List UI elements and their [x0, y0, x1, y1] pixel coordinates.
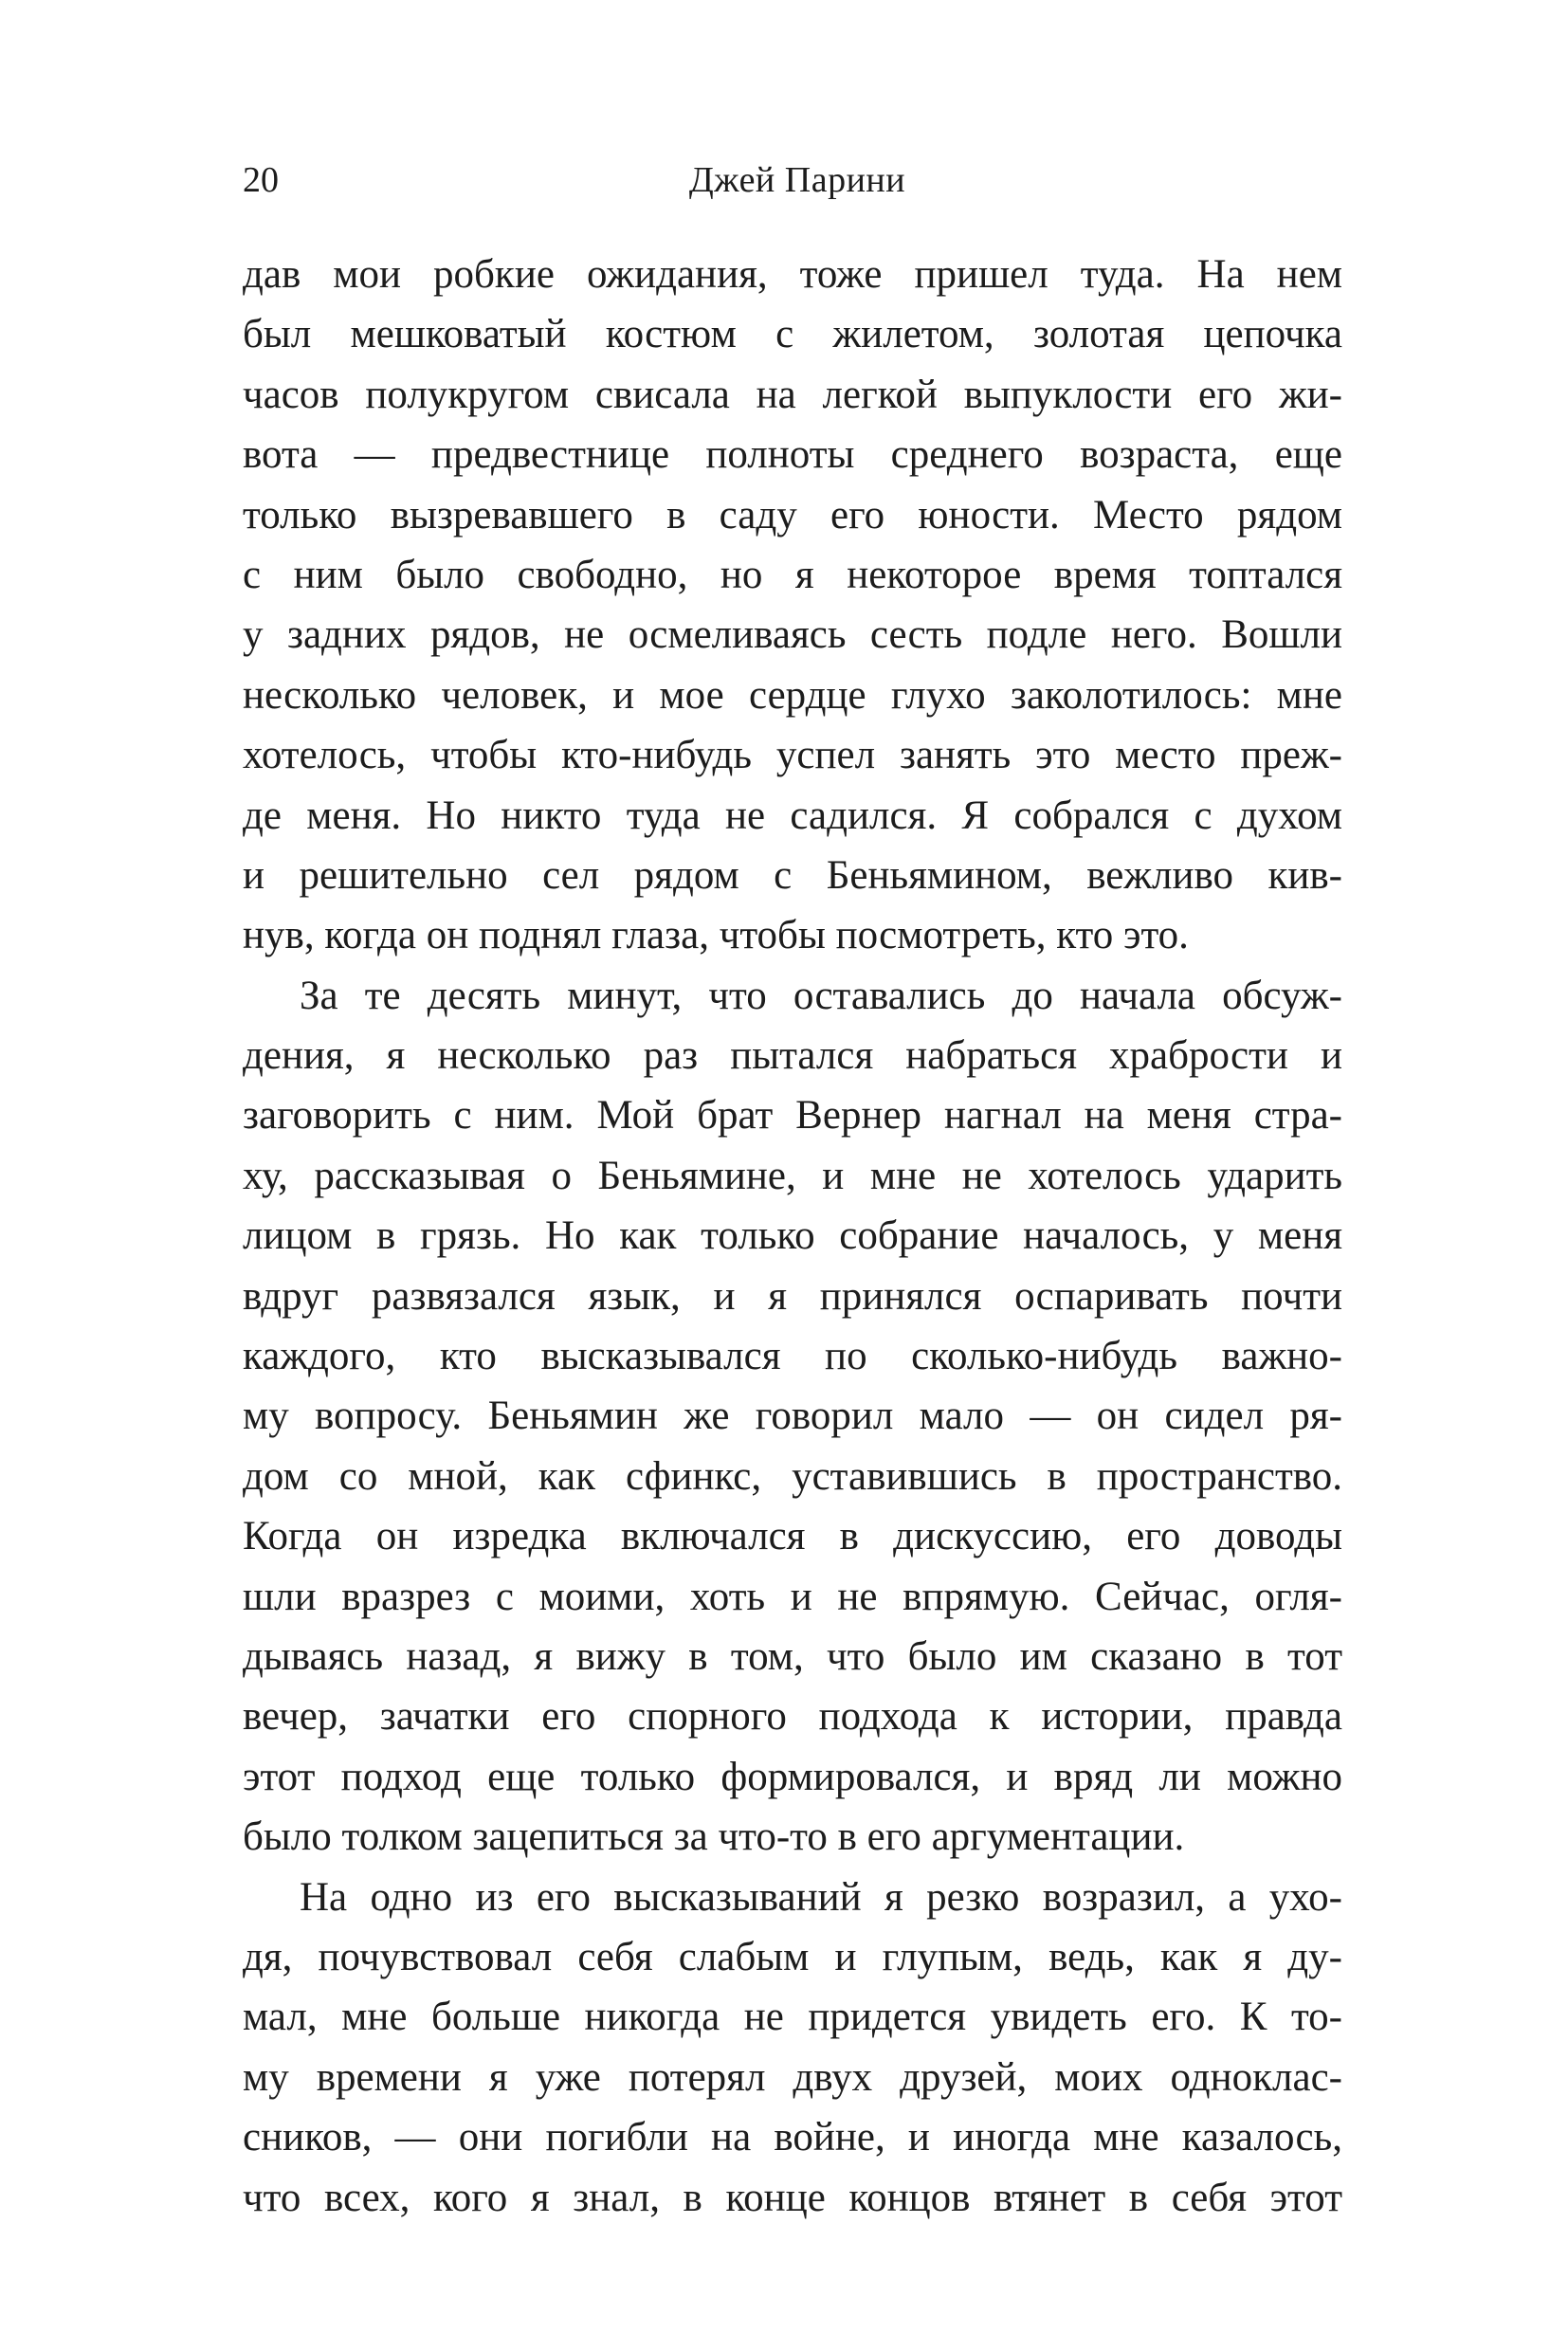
text-line: му вопросу. Беньямин же говорил мало — он сидел ря-	[243, 1394, 1342, 1439]
paragraph	[243, 966, 1342, 1868]
text-line: дом со мной, как сфинкс, уставившись в пространство.	[243, 1453, 1342, 1499]
running-head-author: Джей Парини	[688, 160, 906, 200]
text-line: За те десять минут, что оставались до начала обсуж-	[300, 973, 1342, 1018]
text-line: нув, когда он поднял глаза, чтобы посмотреть, кто это.	[243, 913, 1189, 958]
text-line: этот подход еще только формировался, и вряд ли можно	[243, 1754, 1342, 1799]
text-line: мал, мне больше никогда не придется увидеть его. К то-	[243, 1995, 1342, 2040]
text-line: часов полукругом свисала на легкой выпуклости его жи-	[243, 372, 1342, 417]
text-line: му времени я уже потерял двух друзей, моих одноклас-	[243, 2054, 1342, 2100]
text-line: дав мои робкие ожидания, тоже пришел туда. На нем	[243, 252, 1342, 297]
text-line: что всех, кого я знал, в конце концов втянет в себя этот	[243, 2175, 1342, 2220]
text-line: де меня. Но никто туда не садился. Я собрался с духом	[243, 793, 1342, 838]
paragraph	[243, 1868, 1342, 2228]
text-line: ху, рассказывая о Беньямине, и мне не хотелось ударить	[243, 1153, 1342, 1198]
text-line: шли вразрез с моими, хоть и не впрямую. Сейчас, огля-	[243, 1574, 1342, 1619]
text-line: было толком зацепиться за что-то в его аргументации.	[243, 1814, 1185, 1860]
text-line: у задних рядов, не осмеливаясь сесть подле него. Вошли	[243, 612, 1342, 658]
text-line: дываясь назад, я вижу в том, что было им сказано в тот	[243, 1633, 1342, 1679]
paragraph	[243, 245, 1342, 966]
page-number: 20	[243, 160, 279, 200]
text-line: дения, я несколько раз пытался набраться храбрости и	[243, 1033, 1342, 1079]
text-line: с ним было свободно, но я некоторое время топтался	[243, 552, 1342, 597]
body-text	[243, 245, 1342, 2228]
text-line: и решительно сел рядом с Беньямином, вежливо кив-	[243, 852, 1342, 898]
text-line: Когда он изредка включался в дискуссию, его доводы	[243, 1514, 1342, 1559]
text-line: На одно из его высказываний я резко возразил, а ухо-	[300, 1874, 1342, 1920]
text-line: вдруг развязался язык, и я принялся оспаривать почти	[243, 1273, 1342, 1319]
text-line: вечер, зачатки его спорного подхода к истории, правда	[243, 1694, 1342, 1740]
text-line: каждого, кто высказывался по сколько-нибудь важно-	[243, 1334, 1342, 1379]
text-line: сников, — они погибли на войне, и иногда мне казалось,	[243, 2115, 1342, 2160]
text-line: только вызревавшего в саду его юности. Место рядом	[243, 492, 1342, 538]
page-header	[243, 152, 1352, 209]
text-line: лицом в грязь. Но как только собрание началось, у меня	[243, 1213, 1342, 1259]
text-line: был мешковатый костюм с жилетом, золотая цепочка	[243, 312, 1342, 357]
text-line: хотелось, чтобы кто-нибудь успел занять это место преж-	[243, 733, 1342, 778]
text-line: заговорить с ним. Мой брат Вернер нагнал на меня стра-	[243, 1093, 1342, 1139]
text-line: несколько человек, и мое сердце глухо заколотилось: мне	[243, 672, 1342, 718]
text-line: дя, почувствовал себя слабым и глупым, ведь, как я ду-	[243, 1934, 1342, 1979]
text-line: вота — предвестнице полноты среднего возраста, еще	[243, 432, 1342, 478]
